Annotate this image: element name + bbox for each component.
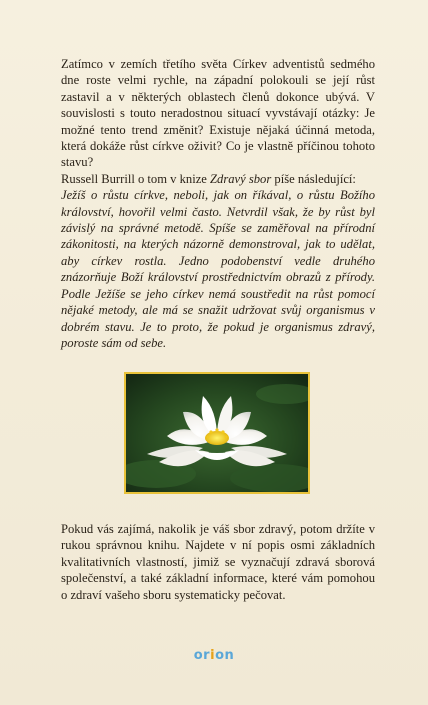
logo-part-3: on (215, 648, 235, 663)
attribution-suffix: píše následující: (271, 171, 356, 186)
intro-paragraph: Zatímco v zemích třetího světa Církev adventistů sedmého dne roste velmi rychle, na západní polokouli se její růst zastavil a v některých oblastech členů dokonce ubývá. V souvislosti s touto neradostnou situací vyvstávají otázky: Je možné tento trend změnit? Existuje nějaká účinná metoda, která dokáže růst církve oživit? Co je vlastně příčinou tohoto stavu? (61, 57, 375, 170)
book-title: Zdravý sbor (210, 171, 272, 186)
logo-part-1: or (193, 648, 211, 663)
publisher-logo (0, 648, 428, 663)
quote-paragraph: Ježíš o růstu církve, neboli, jak on říkával, o růstu Božího království, hovořil velmi často. Netvrdil však, že by růst byl závislý na správné metodě. Spíše se zaměřoval na přírodní zákonitosti, na kterých názorně demonstroval, jak to udělat, aby církev rostla. Jedno podobenství vedle druhého znázorňuje Boží království prostřednictvím obrazů z přírody. Podle Ježíše se jeho církev nemá soustředit na růst pomocí nějaké metody, ale má se snažit udržovat svůj organismus v dobrém stavu. Je to proto, že pokud je organismus zdravý, poroste sám od sebe. (61, 188, 375, 350)
attribution-prefix: Russell Burrill o tom v knize (61, 171, 211, 186)
water-lily-image (126, 374, 308, 492)
blurb-bottom (61, 521, 375, 603)
blurb-top (61, 56, 375, 351)
attribution-line (61, 171, 375, 187)
logo-part-2: i (210, 648, 216, 663)
water-lily-photo (124, 372, 310, 494)
outro-paragraph: Pokud vás zajímá, nakolik je váš sbor zdravý, potom držíte v rukou správnou knihu. Najdete v ní popis osmi základních kvalitativních vlastností, jimiž se vyznačují zdravá sborová společenství, a také základní informace, které vám pomohou o zdraví vašeho sboru systematicky pečovat. (61, 522, 375, 602)
